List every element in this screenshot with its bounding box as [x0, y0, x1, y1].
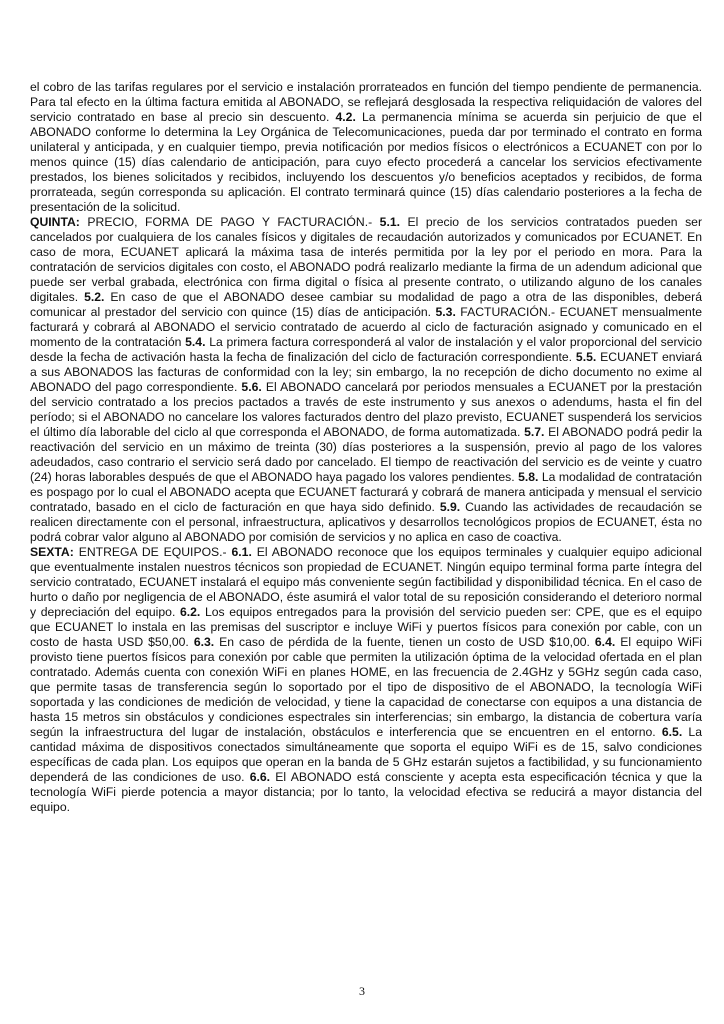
clause-label: QUINTA: [30, 215, 80, 229]
paragraph-sexta-equipos [30, 545, 702, 815]
clause-text: La modalidad de contratación es pospago por lo cual el ABONADO acepta que ECUANET facturará y cobrará de manera anticipada y mensual el servicio contratado, basado en el ciclo de facturación en que haya sido definido. [30, 470, 702, 514]
clause-text: En caso de pérdida de la fuente, tienen un costo de USD $10,00. [214, 635, 595, 649]
clause-text: El ABONADO reconoce que los equipos terminales y cualquier equipo adicional que eventualmente instalen nuestros técnicos son propiedad de ECUANET. Ningún equipo terminal forma parte íntegra del servicio contratado, ECUANET instalará el equipo más conveniente según factibilidad y disponibilidad técnica. En el caso de hurto o daño por negligencia de el ABONADO, éste asumirá el valor total de su reposición considerando el deterioro normal y depreciación del equipo. [30, 545, 702, 619]
clause-label: 5.6. [241, 380, 262, 394]
clause-label: 5.2. [84, 290, 105, 304]
document-body [30, 80, 702, 815]
clause-label: 5.7. [524, 425, 545, 439]
clause-text: Cuando las actividades de recaudación se realicen directamente con el personal, infraestructura, aplicativos y desarrollos tecnológicos propios de ECUANET, ésta no podrá cobrar valor alguno al ABONADO por comisión de servicios y no aplica en caso de coactiva. [30, 500, 702, 544]
clause-text: Los equipos entregados para la provisión del servicio pueden ser: CPE, que es el equipo que ECUANET lo instala en las premisas del suscriptor e incluye WiFi y puertos físicos para conexión por cable, con un costo de hasta USD $50,00. [30, 605, 702, 649]
clause-text: PRECIO, FORMA DE PAGO Y FACTURACIÓN.- [79, 215, 380, 229]
clause-text: La permanencia mínima se acuerda sin perjuicio de que el ABONADO conforme lo determina la Ley Orgánica de Telecomunicaciones, pueda dar por terminado el contrato en forma unilateral y anticipada, y en cualquier tiempo, previa notificación por medios físicos o electrónicos a ECUANET con por lo menos quince (15) días calendario de anticipación, para cuyo efecto procederá a cancelar los servicios efectivamente prestados, los bienes solicitados y recibidos, incluyendo los descuentos y/o beneficios aceptados y recibidos, de forma prorrateada, según corresponda su aplicación. El contrato terminará quince (15) días calendario posteriores a la fecha de presentación de la solicitud. [30, 110, 702, 214]
clause-label: 6.4. [594, 635, 616, 649]
clause-text: La primera factura corresponderá al valor de instalación y el valor proporcional del servicio desde la fecha de activación hasta la fecha de finalización del ciclo de facturación correspondiente. [30, 335, 702, 364]
clause-text: FACTURACIÓN.- ECUANET mensualmente facturará y cobrará al ABONADO el servicio contratado de acuerdo al ciclo de facturación asignado y comunicado en el momento de la contratación [30, 305, 702, 349]
clause-text: ENTREGA DE EQUIPOS.- [73, 545, 232, 559]
clause-text: El ABONADO cancelará por periodos mensuales a ECUANET por la prestación del servicio contratado a los precios pactados a través de este instrumento y sus anexos o adendums, hasta el fin del período; si el ABONADO no cancelare los valores facturados dentro del plazo previsto, ECUANET suspenderá los servicios el último día laborable del ciclo al que corresponda el ABONADO, de forma automatizada. [30, 380, 702, 439]
clause-text: el cobro de las tarifas regulares por el servicio e instalación prorrateados en función del tiempo pendiente de permanencia. Para tal efecto en la última factura emitida al ABONADO, se reflejará desglosada la respectiva reliquidación de valores del servicio contratado en base al precio sin descuento. [30, 80, 702, 124]
clause-label: 6.2. [179, 605, 201, 619]
clause-text: El ABONADO está consciente y acepta esta especificación técnica y que la tecnología WiFi pierde potencia a mayor distancia; por lo tanto, la velocidad efectiva se reducirá a mayor distancia del equipo. [30, 770, 702, 814]
clause-label: 6.1. [231, 545, 252, 559]
clause-label: 5.9. [439, 500, 461, 514]
clause-label: 5.8. [518, 470, 539, 484]
clause-text: El ABONADO podrá pedir la reactivación del servicio en un máximo de treinta (30) días posteriores a la suspensión, previo al pago de los valores adeudados, caso contrario el servicio será dado por cancelado. El tiempo de reactivación del servicio es de veinte y cuatro (24) horas laborables después de que el ABONADO haya pagado los valores pendientes. [30, 425, 702, 484]
clause-text: ECUANET enviará a sus ABONADOS las facturas de conformidad con la ley; sin embargo, la no recepción de dicho documento no exime al ABONADO del pago correspondiente. [30, 350, 702, 394]
clause-label: 6.5. [661, 725, 683, 739]
clause-label: 4.2. [335, 110, 356, 124]
clause-text: El equipo WiFi provisto tiene puertos físicos para conexión por cable que permiten la utilización óptima de la velocidad ofertada en el plan contratado. Además cuenta con conexión WiFi en planes HOME, en las frecuencia de 2.4GHz y 5GHz según cada caso, que permite tasas de transferencia según lo soportado por el tipo de dispositivo de el ABONADO, la tecnología WiFi soportada y las condiciones de medición de velocidad, y tiene la capacidad de conectarse con equipos a una distancia de hasta 15 metros sin obstáculos y condiciones espectrales sin interferencias; sin embargo, la distancia de cobertura varía según la infraestructura del lugar de instalación, obstáculos e interferencia que se encuentren en el entorno. [30, 635, 702, 739]
paragraph-quinta-precio [30, 215, 702, 545]
clause-label: 5.5. [575, 350, 597, 364]
clause-label: SEXTA: [30, 545, 74, 559]
clause-text: La cantidad máxima de dispositivos conectados simultáneamente que soporta el equipo WiFi es de 15, salvo condiciones específicas de cada plan. Los equipos que operan en la banda de 5 GHz estarán sujetos a factibilidad, y su funcionamiento dependerá de las condiciones de uso. [30, 725, 702, 784]
clause-label: 5.3. [435, 305, 456, 319]
clause-label: 5.4. [185, 335, 206, 349]
clause-label: 6.3. [193, 635, 215, 649]
clause-text: En caso de que el ABONADO desee cambiar su modalidad de pago a otra de las disponibles, deberá comunicar al prestador del servicio con quince (15) días de anticipación. [30, 290, 702, 319]
clause-label: 6.6. [249, 770, 271, 784]
page-number: 3 [359, 984, 365, 998]
paragraph-permanencia [30, 80, 702, 215]
clause-text: El precio de los servicios contratados pueden ser cancelados por cualquiera de los canales físicos y digitales de recaudación autorizados y comunicados por ECUANET. En caso de mora, ECUANET aplicará la máxima tasa de interés permitida por la ley por el periodo en mora. Para la contratación de servicios digitales con costo, el ABONADO podrá realizarlo mediante la firma de un adendum adicional que puede ser verbal grabada, electrónica con firma digital o física al presente contrato, o utilizando alguno de los canales digitales. [30, 215, 703, 304]
clause-label: 5.1. [379, 215, 401, 229]
